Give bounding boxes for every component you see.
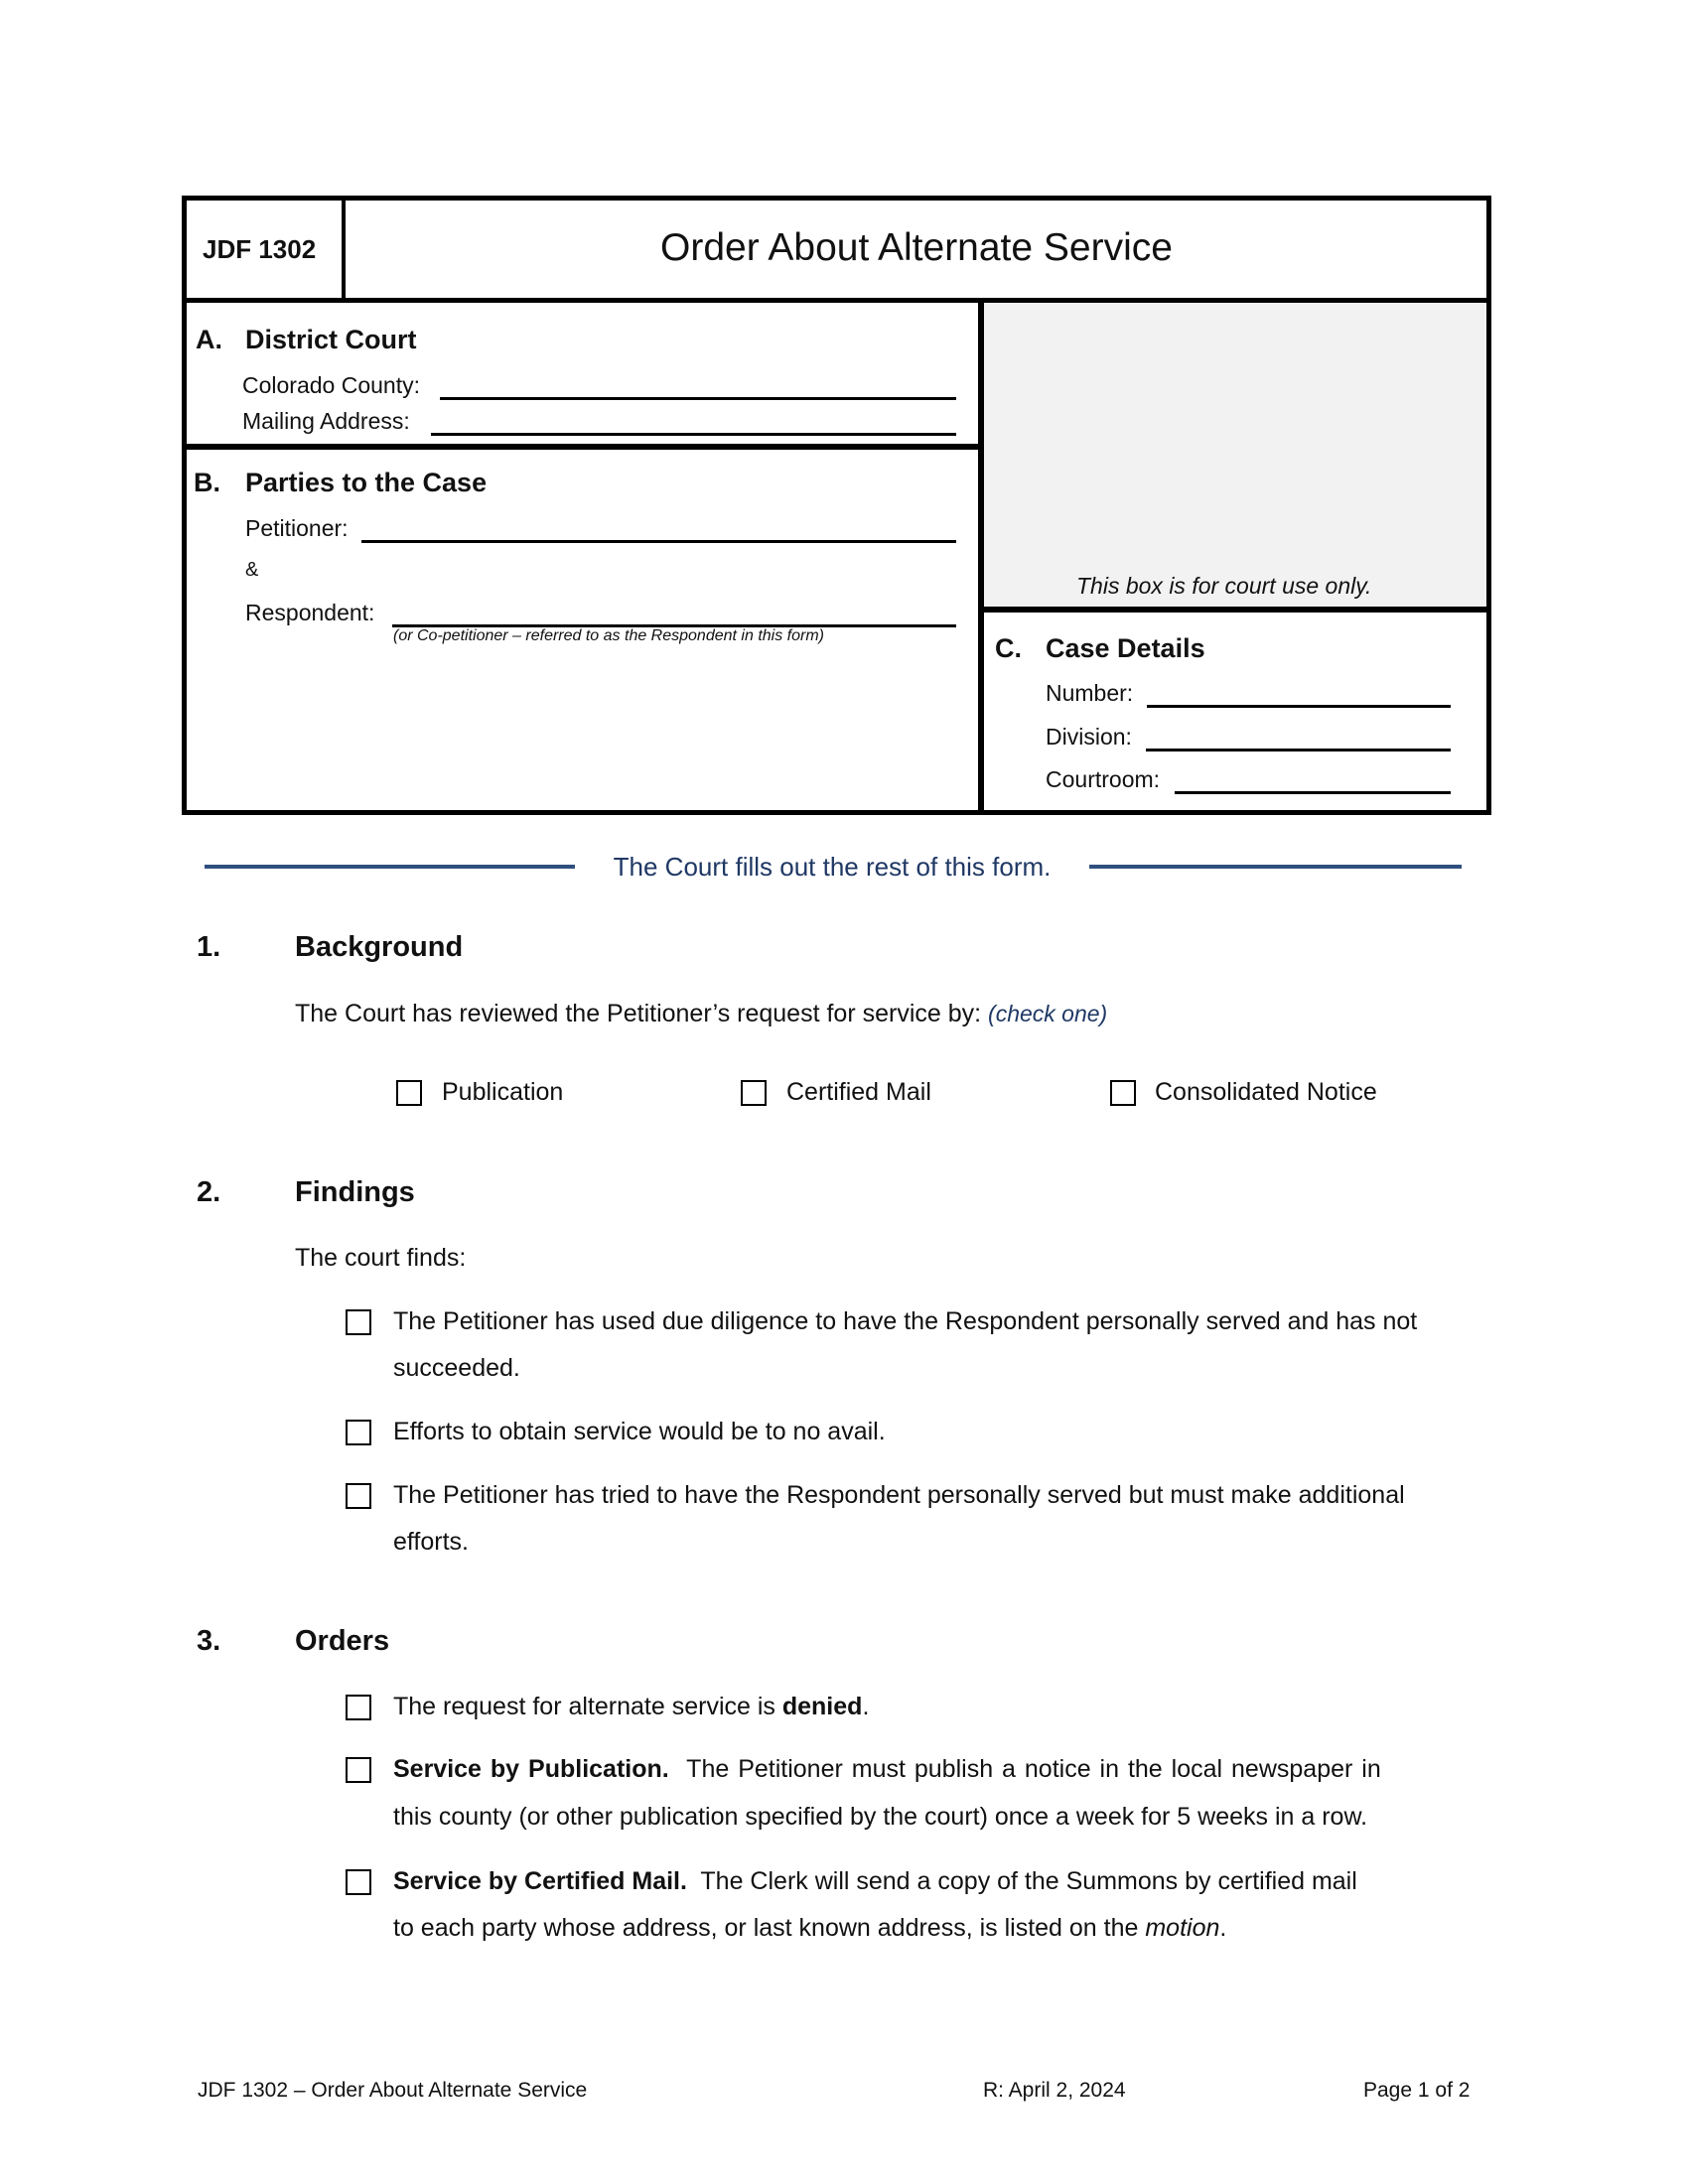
order-denied-post: . bbox=[862, 1693, 870, 1720]
order-certified-mail-line1 bbox=[393, 1867, 1357, 1896]
section-3-title: Orders bbox=[295, 1625, 390, 1657]
section-1-number: 1. bbox=[197, 931, 221, 963]
check-one-hint: (check one) bbox=[988, 1001, 1108, 1026]
finding-due-diligence-line1: The Petitioner has used due diligence to have the Respondent personally served and has not bbox=[393, 1307, 1418, 1335]
section-c-title: Case Details bbox=[1046, 633, 1205, 663]
divider-line-right bbox=[1089, 865, 1462, 869]
form-id: JDF 1302 bbox=[203, 234, 317, 264]
section-ab-divider bbox=[182, 444, 981, 450]
order-certified-mail-line2-text: to each party whose address, or last known address, is listed on the bbox=[393, 1914, 1146, 1942]
certified-mail-label: Certified Mail bbox=[786, 1078, 931, 1106]
address-field[interactable] bbox=[431, 406, 956, 436]
finding-due-diligence-checkbox[interactable] bbox=[346, 1309, 371, 1335]
section-b-title: Parties to the Case bbox=[245, 468, 488, 497]
county-field[interactable] bbox=[440, 370, 956, 400]
order-denied-pre: The request for alternate service is bbox=[393, 1693, 782, 1720]
section-b-letter: B. bbox=[194, 468, 220, 497]
address-label: Mailing Address: bbox=[242, 408, 410, 434]
order-publication-text: The Petitioner must publish a notice in the local newspaper in bbox=[686, 1755, 1381, 1783]
section-a-letter: A. bbox=[196, 325, 222, 354]
motion-emphasis: motion bbox=[1145, 1914, 1220, 1942]
section-a-title: District Court bbox=[245, 325, 417, 354]
order-publication-line2: this county (or other publication specified by the court) once a week for 5 weeks in a row. bbox=[393, 1803, 1368, 1831]
courtroom-field[interactable] bbox=[1175, 764, 1451, 794]
order-publication-heading: Service by Publication. bbox=[393, 1755, 669, 1783]
section-3-number: 3. bbox=[197, 1625, 221, 1657]
court-use-box bbox=[984, 303, 1486, 609]
finding-no-avail-checkbox[interactable] bbox=[346, 1420, 371, 1445]
case-number-field[interactable] bbox=[1147, 678, 1451, 708]
order-denied-text bbox=[393, 1693, 869, 1721]
county-label: Colorado County: bbox=[242, 372, 420, 398]
court-fills-note: The Court fills out the rest of this form. bbox=[613, 852, 1052, 882]
order-certified-mail-text: The Clerk will send a copy of the Summons by certified mail bbox=[700, 1867, 1357, 1895]
division-label: Division: bbox=[1046, 724, 1132, 750]
order-publication-line1 bbox=[393, 1755, 1381, 1784]
respondent-field[interactable] bbox=[392, 598, 956, 627]
order-certified-mail-heading: Service by Certified Mail. bbox=[393, 1867, 687, 1895]
findings-intro: The court finds: bbox=[295, 1244, 467, 1272]
finding-additional-efforts-line1: The Petitioner has tried to have the Respondent personally served but must make additional bbox=[393, 1481, 1405, 1509]
court-use-note: This box is for court use only. bbox=[1076, 573, 1372, 599]
order-publication-checkbox[interactable] bbox=[346, 1757, 371, 1783]
footer-revision-date: R: April 2, 2024 bbox=[983, 2079, 1126, 2102]
footer-form-name: JDF 1302 – Order About Alternate Service bbox=[198, 2079, 588, 2102]
finding-due-diligence-line2: succeeded. bbox=[393, 1354, 520, 1382]
respondent-note: (or Co-petitioner – referred to as the Respondent in this form) bbox=[393, 627, 824, 644]
publication-checkbox[interactable] bbox=[396, 1080, 422, 1106]
division-field[interactable] bbox=[1146, 722, 1451, 751]
background-intro bbox=[295, 1000, 1107, 1028]
finding-additional-efforts-line2: efforts. bbox=[393, 1528, 469, 1556]
divider-line-left bbox=[205, 865, 575, 869]
respondent-label: Respondent: bbox=[245, 600, 375, 625]
order-certified-mail-line2-end: . bbox=[1219, 1914, 1227, 1942]
section-2-title: Findings bbox=[295, 1176, 415, 1208]
order-certified-mail-line2 bbox=[393, 1914, 1226, 1943]
finding-additional-efforts-checkbox[interactable] bbox=[346, 1483, 371, 1509]
order-denied-bold: denied bbox=[781, 1693, 863, 1720]
background-intro-text: The Court has reviewed the Petitioner’s request for service by: bbox=[295, 1000, 982, 1027]
form-title: Order About Alternate Service bbox=[660, 226, 1173, 269]
certified-mail-checkbox[interactable] bbox=[741, 1080, 767, 1106]
petitioner-label: Petitioner: bbox=[245, 515, 349, 541]
section-1-title: Background bbox=[295, 931, 464, 963]
section-2-number: 2. bbox=[197, 1176, 221, 1208]
case-number-label: Number: bbox=[1046, 680, 1134, 706]
court-box-divider bbox=[981, 607, 1491, 613]
petitioner-field[interactable] bbox=[361, 513, 956, 543]
publication-label: Publication bbox=[442, 1078, 564, 1106]
footer-page-number: Page 1 of 2 bbox=[1363, 2079, 1471, 2102]
ampersand: & bbox=[245, 559, 259, 581]
consolidated-notice-label: Consolidated Notice bbox=[1155, 1078, 1377, 1106]
order-denied-checkbox[interactable] bbox=[346, 1695, 371, 1720]
finding-no-avail-text: Efforts to obtain service would be to no avail. bbox=[393, 1418, 886, 1445]
section-c-letter: C. bbox=[995, 633, 1022, 663]
order-certified-mail-checkbox[interactable] bbox=[346, 1869, 371, 1895]
consolidated-notice-checkbox[interactable] bbox=[1110, 1080, 1136, 1106]
courtroom-label: Courtroom: bbox=[1046, 766, 1161, 792]
